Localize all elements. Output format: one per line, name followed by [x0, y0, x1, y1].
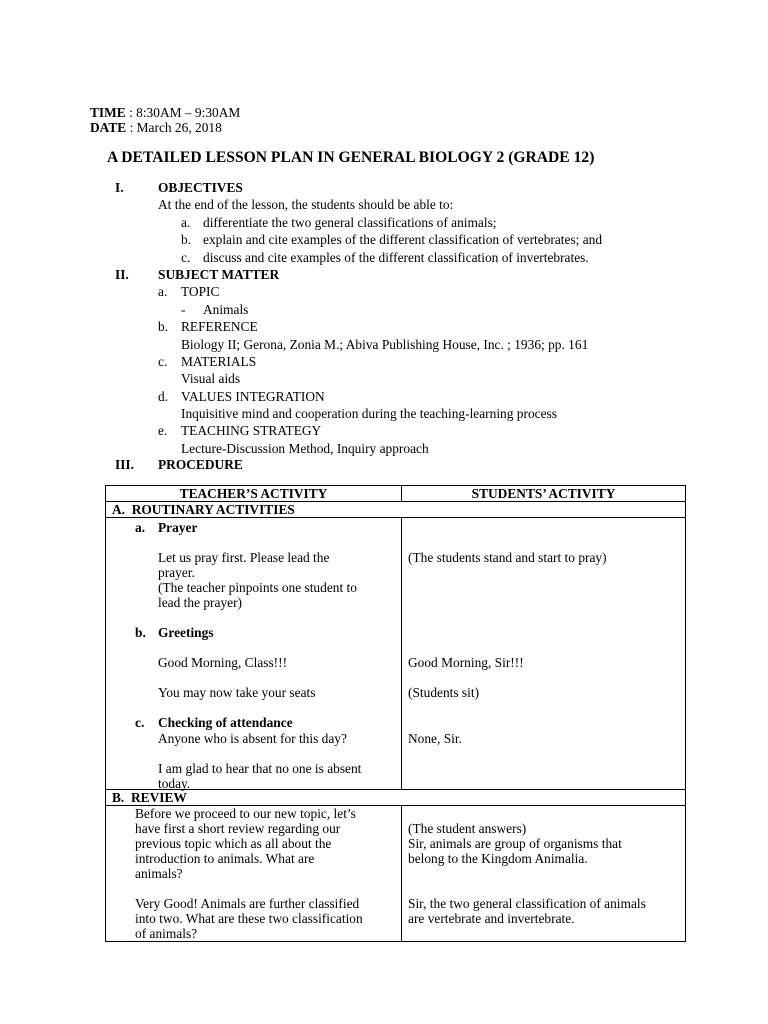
review-student-line: Sir, animals are group of organisms that: [408, 836, 622, 851]
subject-value: Animals: [203, 302, 249, 317]
section-routinary-label: A. ROUTINARY ACTIVITIES: [112, 502, 295, 517]
subject-label: TOPIC: [181, 284, 220, 299]
greetings-teacher-line: You may now take your seats: [158, 685, 316, 700]
greetings-letter: b.: [135, 625, 146, 640]
review-teacher-line: introduction to animals. What are: [135, 851, 315, 866]
prayer-heading: Prayer: [158, 520, 198, 535]
table-header-row: [106, 486, 686, 502]
subject-letter: a.: [158, 284, 168, 299]
review-teacher-line: of animals?: [135, 926, 198, 941]
objective-text: differentiate the two general classifications of animals;: [203, 215, 497, 230]
routinary-students-cell: [402, 518, 686, 790]
procedure-number: III.: [115, 457, 134, 472]
table-row: [106, 806, 686, 942]
prayer-student-line: (The students stand and start to pray): [408, 550, 607, 565]
greetings-heading: Greetings: [158, 625, 214, 640]
subject-label: VALUES INTEGRATION: [181, 389, 325, 404]
subject-value: Biology II; Gerona, Zonia M.; Abiva Publishing House, Inc. ; 1936; pp. 161: [181, 337, 589, 352]
subject-label: TEACHING STRATEGY: [181, 423, 322, 438]
greetings-student-line: Good Morning, Sir!!!: [408, 655, 524, 670]
greetings-student-line: (Students sit): [408, 685, 480, 700]
table-row: [106, 518, 686, 790]
procedure-heading: PROCEDURE: [158, 457, 243, 472]
objective-text: explain and cite examples of the different classification of vertebrates; and: [203, 232, 603, 247]
attendance-teacher-line: I am glad to hear that no one is absent: [158, 761, 362, 776]
prayer-teacher-line: Let us pray first. Please lead the: [158, 550, 330, 565]
prayer-teacher-line: lead the prayer): [158, 595, 243, 610]
objectives-number: I.: [115, 180, 124, 195]
subject-letter: c.: [158, 354, 168, 369]
objective-letter: c.: [181, 250, 191, 265]
subject-value: Visual aids: [181, 371, 241, 386]
prayer-letter: a.: [135, 520, 146, 535]
subject-label: MATERIALS: [181, 354, 257, 369]
date-label: DATE: [90, 120, 127, 135]
procedure-table: [105, 485, 686, 942]
subject-letter: d.: [158, 389, 169, 404]
prayer-teacher-line: prayer.: [158, 565, 195, 580]
section-review: [106, 790, 686, 806]
topic-dash: -: [181, 302, 186, 317]
section-row: [106, 790, 686, 806]
greetings-teacher-line: Good Morning, Class!!!: [158, 655, 288, 670]
subject-letter: b.: [158, 319, 169, 334]
subject-label: REFERENCE: [181, 319, 258, 334]
objective-letter: b.: [181, 232, 192, 247]
objectives-heading: OBJECTIVES: [158, 180, 243, 195]
time-label: TIME: [90, 105, 126, 120]
review-teacher-line: animals?: [135, 866, 183, 881]
review-teacher-line: have first a short review regarding our: [135, 821, 341, 836]
section-routinary: [106, 502, 686, 518]
time-line: [90, 105, 240, 121]
document-title: A DETAILED LESSON PLAN IN GENERAL BIOLOGY 2 (GRADE 12): [107, 149, 595, 166]
attendance-heading: Checking of attendance: [158, 715, 293, 730]
subject-matter-number: II.: [115, 267, 129, 282]
review-student-line: (The student answers): [408, 821, 527, 836]
attendance-teacher-line: today.: [158, 776, 191, 791]
prayer-teacher-line: (The teacher pinpoints one student to: [158, 580, 357, 595]
attendance-letter: c.: [135, 715, 145, 730]
review-student-line: are vertebrate and invertebrate.: [408, 911, 575, 926]
attendance-teacher-line: Anyone who is absent for this day?: [158, 731, 347, 746]
review-teacher-cell: [106, 806, 402, 942]
objective-letter: a.: [181, 215, 191, 230]
review-teacher-line: Before we proceed to our new topic, let’s: [135, 806, 356, 821]
date-value: : March 26, 2018: [126, 120, 222, 135]
students-column-header: STUDENTS’ ACTIVITY: [402, 486, 686, 502]
subject-value: Lecture-Discussion Method, Inquiry approach: [181, 441, 429, 456]
subject-letter: e.: [158, 423, 168, 438]
review-teacher-line: Very Good! Animals are further classified: [135, 896, 360, 911]
routinary-teacher-cell: [106, 518, 402, 790]
section-row: [106, 502, 686, 518]
attendance-student-line: None, Sir.: [408, 731, 462, 746]
objectives-intro: At the end of the lesson, the students should be able to:: [158, 197, 454, 212]
teacher-column-header: TEACHER’S ACTIVITY: [106, 486, 402, 502]
subject-value: Inquisitive mind and cooperation during the teaching-learning process: [181, 406, 557, 421]
date-line: [90, 120, 222, 136]
review-student-line: Sir, the two general classification of animals: [408, 896, 646, 911]
review-teacher-line: into two. What are these two classification: [135, 911, 363, 926]
review-teacher-line: previous topic which as all about the: [135, 836, 332, 851]
time-value: : 8:30AM – 9:30AM: [125, 105, 241, 120]
review-students-cell: [402, 806, 686, 942]
subject-matter-heading: SUBJECT MATTER: [158, 267, 280, 282]
objective-text: discuss and cite examples of the different classification of invertebrates.: [203, 250, 589, 265]
review-student-line: belong to the Kingdom Animalia.: [408, 851, 588, 866]
section-review-label: B. REVIEW: [112, 790, 187, 805]
